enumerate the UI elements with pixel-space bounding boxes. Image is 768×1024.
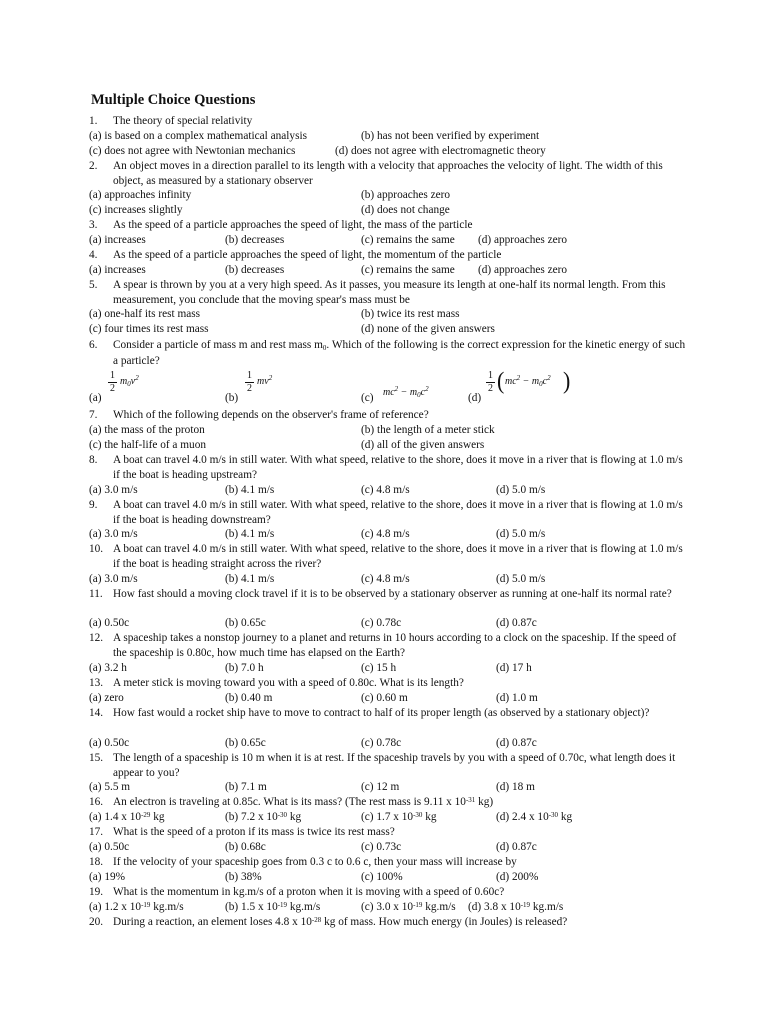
question-9 xyxy=(89,498,689,528)
question-20 xyxy=(89,915,689,930)
question-text: If the velocity of your spaceship goes from 0.3 c to 0.6 c, then your mass will increase by xyxy=(113,856,517,868)
option-c: (c) four times its rest mass xyxy=(89,323,209,335)
question-10 xyxy=(89,542,689,572)
question-number: 17. xyxy=(89,826,104,838)
question-text: What is the speed of a proton if its mass is twice its rest mass? xyxy=(113,826,395,838)
question-number: 10. xyxy=(89,543,104,555)
question-text: A meter stick is moving toward you with a speed of 0.80c. What is its length? xyxy=(113,677,464,689)
question-number: 14. xyxy=(89,707,104,719)
option-d: (d) 5.0 m/s xyxy=(496,484,546,496)
question-3 xyxy=(89,218,689,233)
option-a: (a) xyxy=(89,392,102,404)
question-number: 16. xyxy=(89,796,104,808)
question-16 xyxy=(89,795,689,810)
question-number: 5. xyxy=(89,279,98,291)
question-text: The theory of special relativity xyxy=(113,115,253,127)
question-6 xyxy=(89,338,689,369)
option-b: (b) 4.1 m/s xyxy=(225,573,275,585)
formula-c-term: $mc^2 - m_0c^2$ xyxy=(383,385,429,399)
option-c: (c) 0.60 m xyxy=(361,692,408,704)
option-b: (b) 7.1 m xyxy=(225,781,267,793)
option-b: (b) 7.0 h xyxy=(225,662,264,674)
question-7 xyxy=(89,408,689,423)
option-d: (d) none of the given answers xyxy=(361,323,495,335)
option-d: (d) 0.87c xyxy=(496,841,537,853)
option-a: (a) increases xyxy=(89,264,146,276)
option-b: (b) twice its rest mass xyxy=(361,308,460,320)
question-15 xyxy=(89,751,689,781)
formula-d-term: $mc^2 - m_0c^2$ xyxy=(505,374,551,388)
question-text: As the speed of a particle approaches the speed of light, the momentum of the particle xyxy=(113,249,502,261)
question-number: 15. xyxy=(89,752,104,764)
option-a: (a) one-half its rest mass xyxy=(89,308,201,320)
option-d: (d) does not agree with electromagnetic theory xyxy=(335,145,546,157)
question-18 xyxy=(89,855,689,870)
question-text: How fast would a rocket ship have to move to contract to half of its proper length (as observed by a stationary object)? xyxy=(113,707,650,719)
option-d: (d) 0.87c xyxy=(496,617,537,629)
question-number: 19. xyxy=(89,886,104,898)
formula-d-fraction: 1 2 xyxy=(488,370,493,394)
option-c: (c) xyxy=(361,392,374,404)
formula-d-close-paren: ) xyxy=(563,366,571,395)
option-c: (c) 3.0 x $10^{-19}$ kg.m/s xyxy=(361,901,456,913)
formula-b-term: $mv^2$ xyxy=(257,374,273,387)
option-d: (d) approaches zero xyxy=(478,234,568,246)
option-c: (c) the half-life of a muon xyxy=(89,439,206,451)
option-a: (a) 0.50c xyxy=(89,617,130,629)
option-a: (a) 3.0 m/s xyxy=(89,573,138,585)
option-d: (d) xyxy=(468,392,482,404)
question-4 xyxy=(89,248,689,263)
option-b: (b) decreases xyxy=(225,234,285,246)
option-d: (d) 2.4 x $10^{-30}$ kg xyxy=(496,811,573,823)
option-a: (a) 5.5 m xyxy=(89,781,131,793)
question-2 xyxy=(89,159,689,189)
question-text: Consider a particle of mass m and rest mass $m_0$. Which of the following is the correct expression for the kinetic energy of such a particle? xyxy=(113,339,686,367)
page-title: Multiple Choice Questions xyxy=(91,92,256,108)
option-b: (b) 1.5 x $10^{-19}$ kg.m/s xyxy=(225,901,321,913)
question-14 xyxy=(89,706,689,721)
formula-a-term: $m_0v^2$ xyxy=(120,374,139,388)
option-d: (d) 18 m xyxy=(496,781,535,793)
question-text: Which of the following depends on the observer's frame of reference? xyxy=(113,409,429,421)
option-d: (d) does not change xyxy=(361,204,450,216)
question-number: 18. xyxy=(89,856,104,868)
option-a: (a) approaches infinity xyxy=(89,189,192,201)
option-a: (a) 1.4 x $10^{-29}$ kg xyxy=(89,811,165,823)
question-17 xyxy=(89,825,689,840)
option-b: (b) the length of a meter stick xyxy=(361,424,495,436)
option-c: (c) 12 m xyxy=(361,781,400,793)
formula-a-fraction: 1 2 xyxy=(110,370,115,394)
formula-d-open-paren: ( xyxy=(497,366,505,395)
question-5 xyxy=(89,278,689,308)
question-text: An object moves in a direction parallel to its length with a velocity that approaches the velocity of light. The width of this object, as measured by a stationary observer xyxy=(113,160,663,187)
question-text: A spaceship takes a nonstop journey to a planet and returns in 10 hours according to a clock on the spaceship. If the speed of the spaceship is 0.80c, how much time has elapsed on the Earth? xyxy=(113,632,677,659)
option-a: (a) 3.2 h xyxy=(89,662,127,674)
option-b: (b) 0.65c xyxy=(225,617,266,629)
option-c: (c) 0.73c xyxy=(361,841,402,853)
option-a: (a) 0.50c xyxy=(89,841,130,853)
option-d: (d) 0.87c xyxy=(496,737,537,749)
option-a: (a) is based on a complex mathematical analysis xyxy=(89,130,308,142)
question-number: 4. xyxy=(89,249,98,261)
question-number: 13. xyxy=(89,677,104,689)
option-b: (b) 38% xyxy=(225,871,262,883)
option-d: (d) 5.0 m/s xyxy=(496,528,546,540)
option-b: (b) has not been verified by experiment xyxy=(361,130,540,142)
option-c: (c) 1.7 x $10^{-30}$ kg xyxy=(361,811,437,823)
option-a: (a) zero xyxy=(89,692,124,704)
question-12 xyxy=(89,631,689,661)
question-text: As the speed of a particle approaches the speed of light, the mass of the particle xyxy=(113,219,473,231)
option-d: (d) 200% xyxy=(496,871,539,883)
question-13 xyxy=(89,676,689,691)
option-c: (c) remains the same xyxy=(361,234,455,246)
option-c: (c) 4.8 m/s xyxy=(361,573,410,585)
question-number: 9. xyxy=(89,499,98,511)
question-number: 7. xyxy=(89,409,98,421)
question-number: 12. xyxy=(89,632,104,644)
option-a: (a) 3.0 m/s xyxy=(89,484,138,496)
question-number: 20. xyxy=(89,916,104,928)
question-1 xyxy=(89,114,689,129)
option-b: (b) 0.65c xyxy=(225,737,266,749)
question-text: What is the momentum in kg.m/s of a proton when it is moving with a speed of 0.60c? xyxy=(113,886,505,898)
question-number: 6. xyxy=(89,339,98,351)
option-a: (a) 3.0 m/s xyxy=(89,528,138,540)
option-b: (b) 4.1 m/s xyxy=(225,484,275,496)
option-b: (b) 0.40 m xyxy=(225,692,273,704)
option-d: (d) 17 h xyxy=(496,662,532,674)
option-d: (d) 1.0 m xyxy=(496,692,538,704)
option-c: (c) 100% xyxy=(361,871,403,883)
question-text: A boat can travel 4.0 m/s in still water. With what speed, relative to the shore, does it move in a river that is flowing at 1.0 m/s if the boat is heading upstream? xyxy=(113,454,683,481)
question-number: 3. xyxy=(89,219,98,231)
option-d: (d) approaches zero xyxy=(478,264,568,276)
question-text: A spear is thrown by you at a very high speed. As it passes, you measure its length at one-half its normal length. From this measurement, you conclude that the moving spear's mass must be xyxy=(113,279,666,306)
option-c: (c) 0.78c xyxy=(361,617,402,629)
option-a: (a) 19% xyxy=(89,871,126,883)
option-b: (b) 4.1 m/s xyxy=(225,528,275,540)
question-text: A boat can travel 4.0 m/s in still water. With what speed, relative to the shore, does it move in a river that is flowing at 1.0 m/s if the boat is heading straight across the river? xyxy=(113,543,683,570)
question-19 xyxy=(89,885,689,900)
option-c: (c) 4.8 m/s xyxy=(361,484,410,496)
option-b: (b) xyxy=(225,392,239,404)
option-c: (c) 4.8 m/s xyxy=(361,528,410,540)
option-d: (d) 5.0 m/s xyxy=(496,573,546,585)
formula-b-fraction: 1 2 xyxy=(247,370,252,394)
question-text: How fast should a moving clock travel if it is to be observed by a stationary observer as running at one-half its normal rate? xyxy=(113,588,672,600)
question-text: A boat can travel 4.0 m/s in still water. With what speed, relative to the shore, does it move in a river that is flowing at 1.0 m/s if the boat is heading downstream? xyxy=(113,499,683,526)
question-number: 1. xyxy=(89,115,98,127)
option-c: (c) remains the same xyxy=(361,264,455,276)
option-a: (a) 1.2 x $10^{-19}$ kg.m/s xyxy=(89,901,184,913)
option-d: (d) 3.8 x $10^{-19}$ kg.m/s xyxy=(468,901,564,913)
question-text: The length of a spaceship is 10 m when it is at rest. If the spaceship travels by you with a speed of 0.70c, what length does it appear to you? xyxy=(113,752,676,779)
option-a: (a) increases xyxy=(89,234,146,246)
option-b: (b) decreases xyxy=(225,264,285,276)
question-number: 2. xyxy=(89,160,98,172)
option-a: (a) the mass of the proton xyxy=(89,424,205,436)
option-c: (c) does not agree with Newtonian mechanics xyxy=(89,145,296,157)
question-number: 11. xyxy=(89,588,103,600)
question-11 xyxy=(89,587,689,602)
option-c: (c) increases slightly xyxy=(89,204,183,216)
option-c: (c) 15 h xyxy=(361,662,397,674)
option-b: (b) approaches zero xyxy=(361,189,451,201)
question-8 xyxy=(89,453,689,483)
option-d: (d) all of the given answers xyxy=(361,439,485,451)
question-text: During a reaction, an element loses 4.8 x $10^{-28}$ kg of mass. How much energy (in Joules) is released? xyxy=(113,916,568,928)
option-b: (b) 0.68c xyxy=(225,841,266,853)
question-text: An electron is traveling at 0.85c. What is its mass? (The rest mass is 9.11 x $10^{-31}$ kg) xyxy=(113,796,494,808)
option-a: (a) 0.50c xyxy=(89,737,130,749)
question-number: 8. xyxy=(89,454,98,466)
option-c: (c) 0.78c xyxy=(361,737,402,749)
option-b: (b) 7.2 x $10^{-30}$ kg xyxy=(225,811,302,823)
